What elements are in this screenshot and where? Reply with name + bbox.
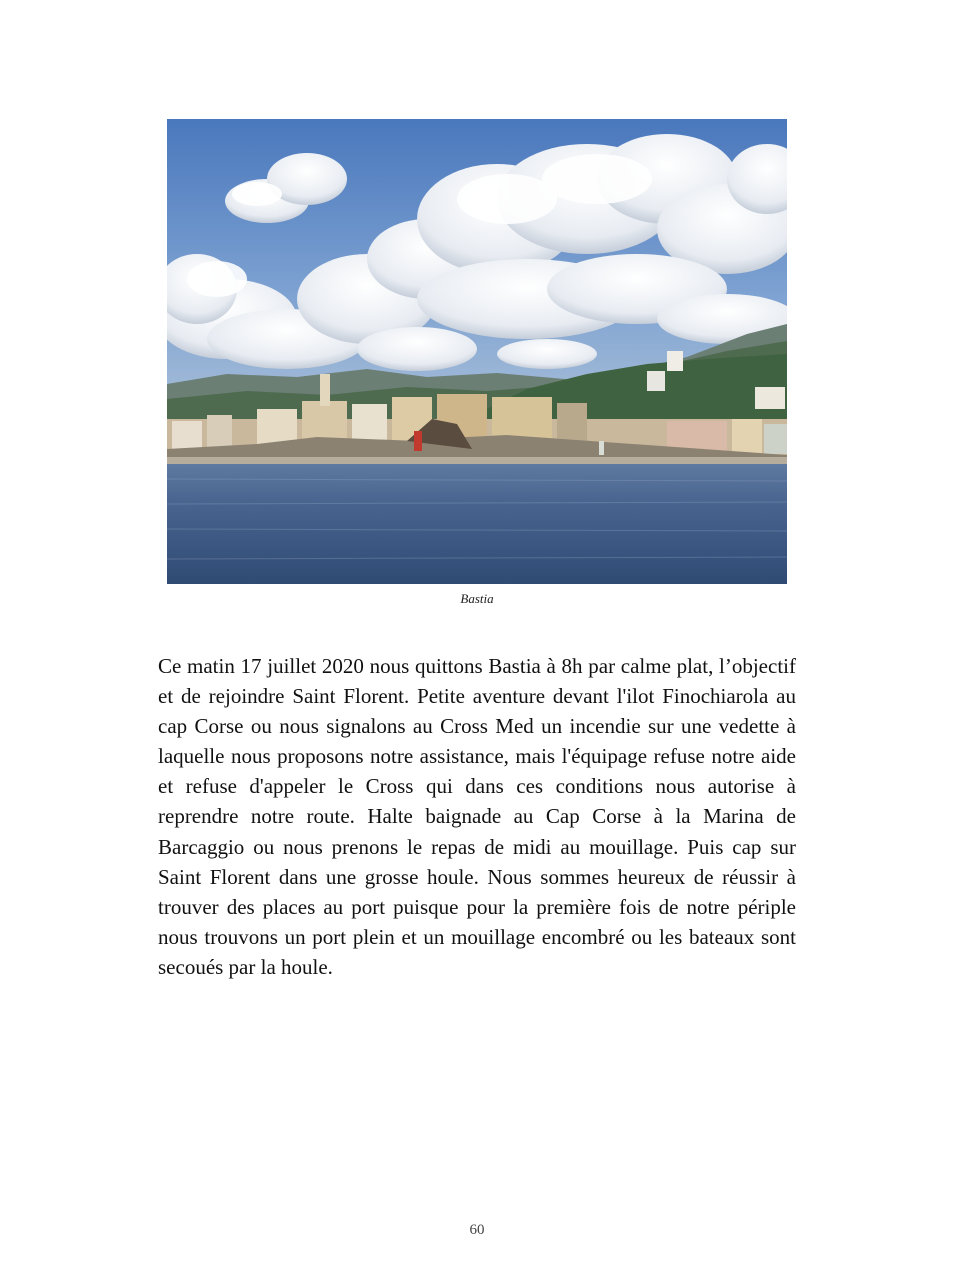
page-number: 60 bbox=[469, 1222, 485, 1238]
bastia-illustration bbox=[167, 119, 787, 584]
bastia-photo bbox=[167, 119, 787, 584]
figure-caption: Bastia bbox=[460, 591, 494, 606]
body-paragraph: Ce matin 17 juillet 2020 nous quittons Bastia à 8h par calme plat, l’objectif et de rejoindre Saint Florent. Petite aventure devant l'ilot Finochiarola au cap Corse ou nous signalons au Cross Med un incendie sur une vedette à laquelle nous proposons notre assistance, mais l'équipage refuse notre aide et refuse d'appeler le Cross qui dans ces conditions nous autorise à reprendre notre route. Halte baignade au Cap Corse à la Marina de Barcaggio ou nous prenons le repas de midi au mouillage. Puis cap sur Saint Florent dans une grosse houle. Nous sommes heureux de réussir à trouver des places au port puisque pour la première fois de notre périple nous trouvons un port plein et un mouillage encombré ou les bateaux sont secoués par la houle. bbox=[158, 654, 796, 979]
